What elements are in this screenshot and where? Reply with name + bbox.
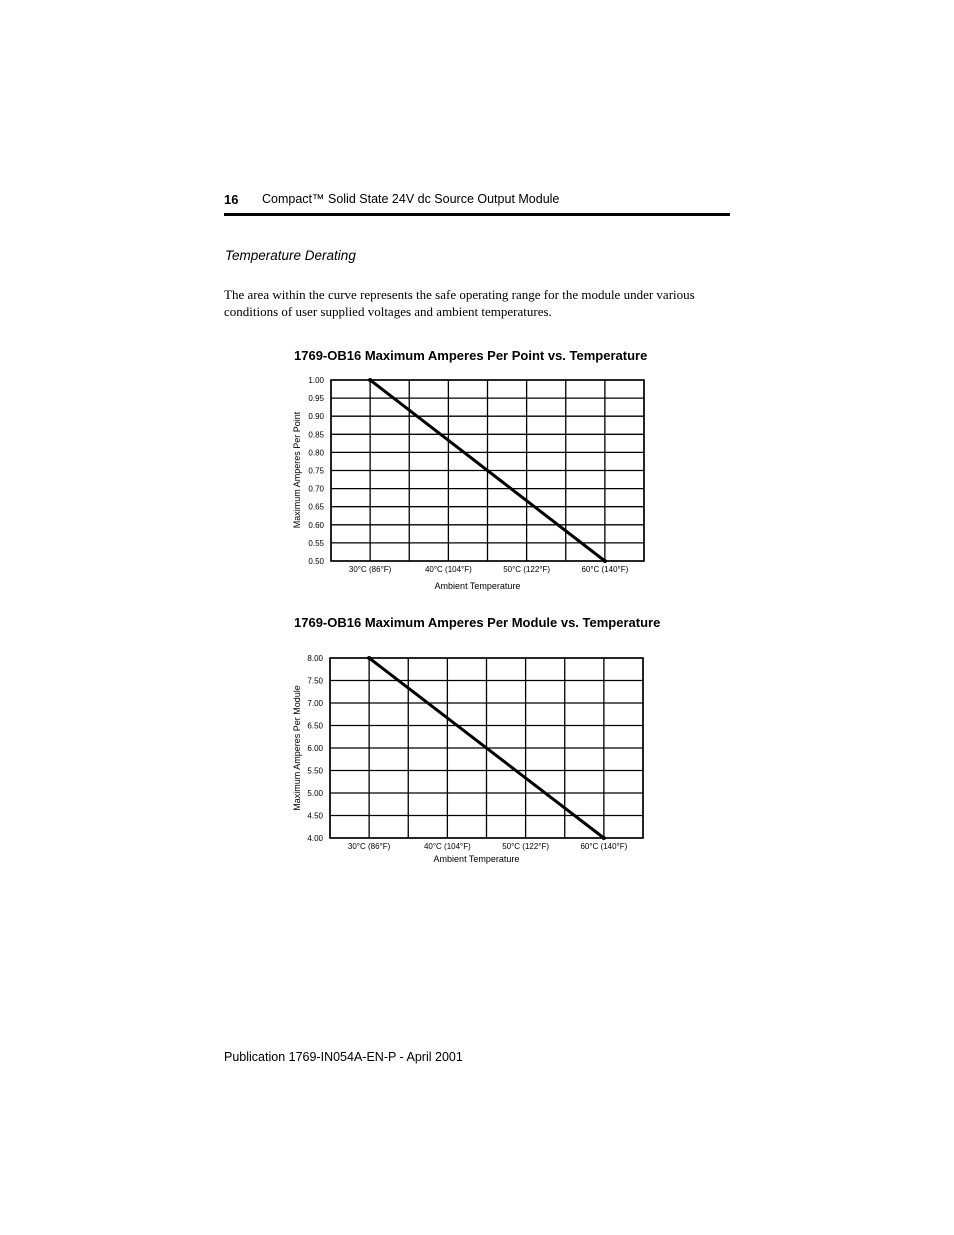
running-header-title: Compact™ Solid State 24V dc Source Output Module: [262, 192, 560, 206]
y-tick-label: 0.85: [308, 430, 324, 440]
data-point: [367, 656, 371, 660]
y-tick-label: 0.80: [308, 448, 324, 458]
x-tick-label: 40°C (104°F): [424, 565, 472, 574]
y-tick-label: 6.00: [307, 744, 323, 753]
x-tick-label: 40°C (104°F): [423, 842, 471, 851]
x-tick-label: 60°C (140°F): [580, 842, 628, 851]
x-axis-label: Ambient Temperature: [434, 581, 521, 591]
y-tick-label: 0.70: [308, 484, 324, 494]
data-point: [368, 378, 372, 382]
x-axis-label: Ambient Temperature: [433, 854, 520, 864]
y-tick-label: 0.90: [308, 412, 324, 422]
y-tick-label: 0.75: [308, 466, 324, 476]
y-tick-label: 0.65: [308, 502, 324, 512]
y-tick-label: 8.00: [307, 654, 323, 663]
y-tick-label: 4.50: [307, 811, 323, 821]
page-number: 16: [224, 192, 239, 207]
y-tick-label: 0.60: [308, 520, 324, 530]
y-tick-label: 0.55: [308, 538, 324, 548]
chart-per-module: [0, 640, 954, 880]
x-tick-label: 30°C (86°F): [347, 842, 391, 851]
data-point: [602, 836, 606, 840]
section-title: Temperature Derating: [225, 248, 356, 263]
y-tick-label: 7.00: [307, 699, 323, 708]
y-tick-label: 5.00: [307, 789, 323, 798]
y-tick-label: 5.50: [307, 766, 323, 776]
body-paragraph: The area within the curve represents the safe operating range for the module under various conditions of user supplied voltages and ambient temperatures.: [224, 287, 695, 319]
data-point: [603, 559, 607, 563]
chart-title-per-point: 1769-OB16 Maximum Amperes Per Point vs. Temperature: [294, 348, 648, 363]
header-rule: [224, 213, 730, 216]
y-tick-label: 0.95: [308, 394, 324, 404]
chart-per-point: [0, 360, 954, 600]
chart-title-per-module: 1769-OB16 Maximum Amperes Per Module vs. Temperature: [294, 615, 661, 630]
y-tick-label: 4.00: [307, 834, 323, 843]
y-tick-label: 7.50: [307, 676, 323, 686]
y-axis-label: Maximum Amperes Per Point: [292, 411, 302, 529]
y-axis-label: Maximum Amperes Per Module: [292, 685, 302, 811]
x-tick-label: 50°C (122°F): [503, 565, 551, 574]
y-tick-label: 0.50: [308, 557, 324, 566]
y-tick-label: 6.50: [307, 721, 323, 731]
x-tick-label: 30°C (86°F): [348, 565, 392, 574]
publication-footer: Publication 1769-IN054A-EN-P - April 2001: [224, 1050, 463, 1064]
y-tick-label: 1.00: [308, 376, 324, 385]
x-tick-label: 60°C (140°F): [581, 565, 629, 574]
x-tick-label: 50°C (122°F): [502, 842, 550, 851]
